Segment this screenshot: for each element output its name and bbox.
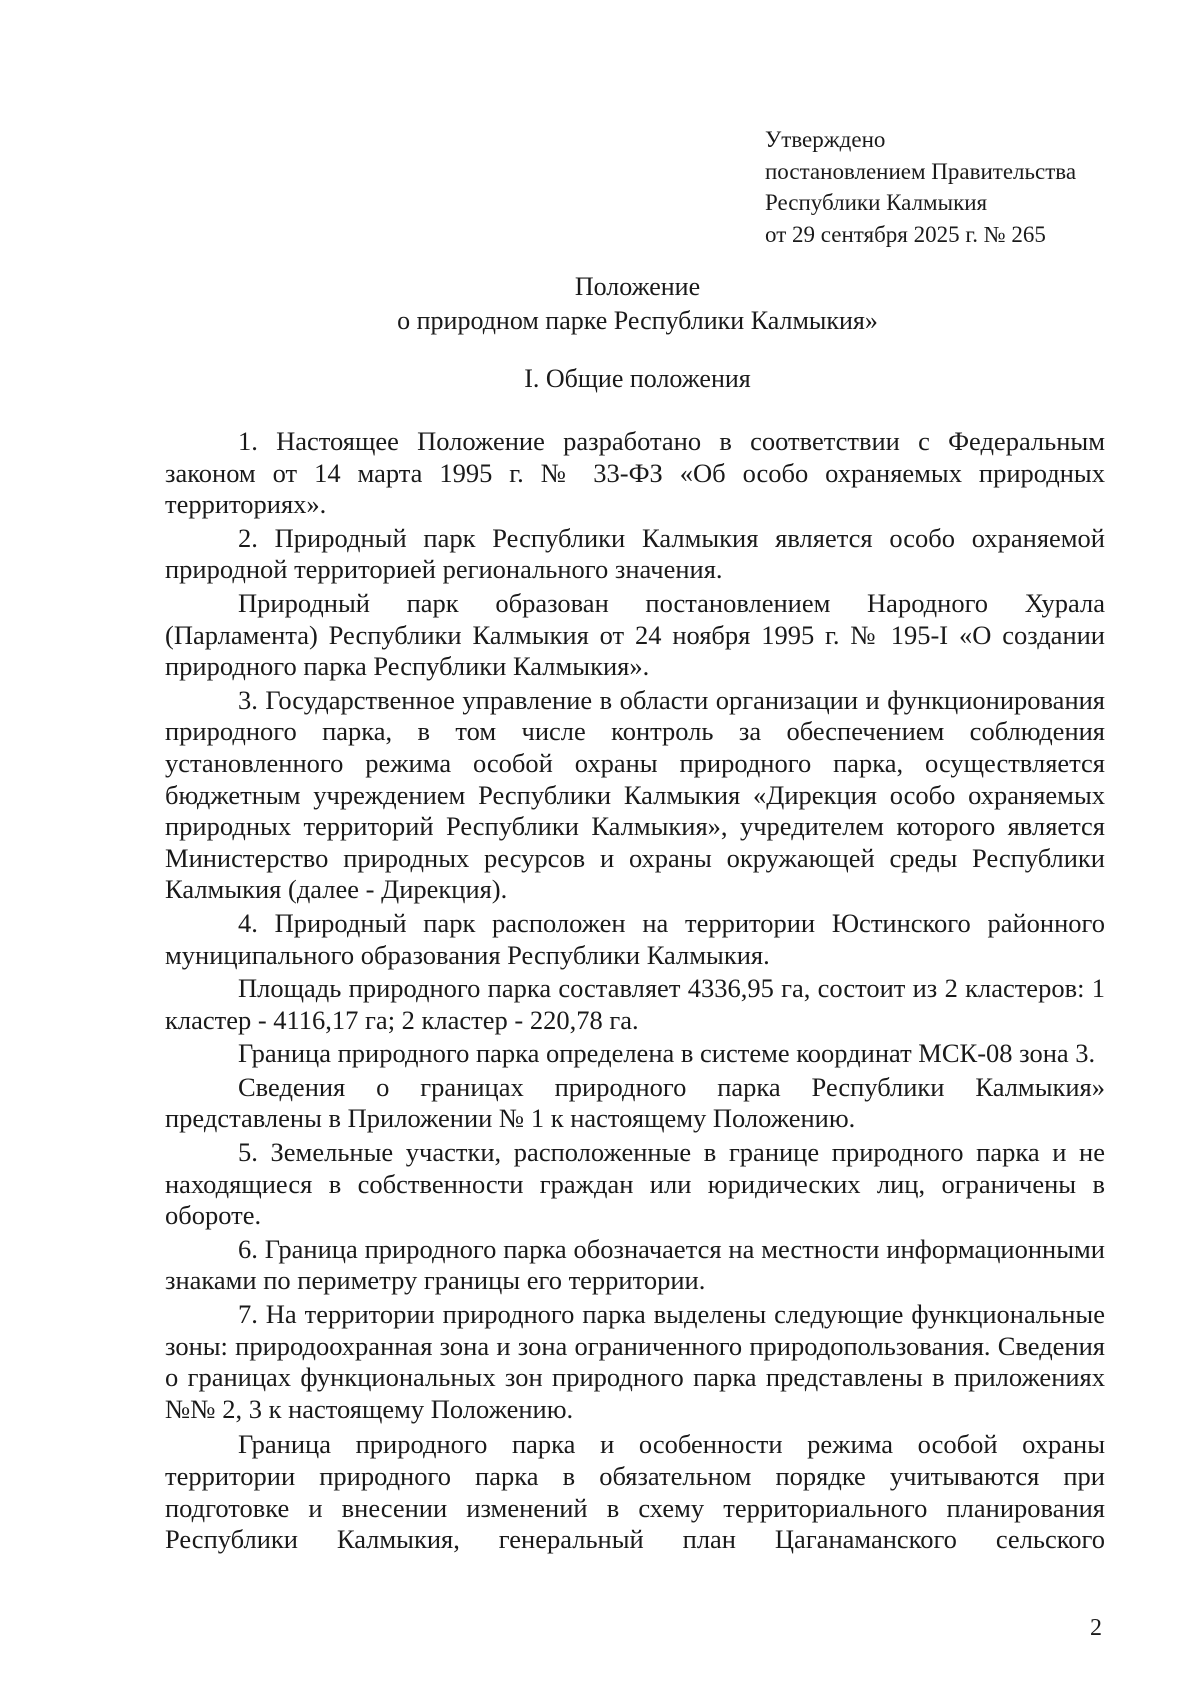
- paragraph-1: 1. Настоящее Положение разработано в соответствии с Федеральным законом от 14 марта 1995 г. № 33-ФЗ «Об особо охраняемых природных территориях».: [165, 426, 1105, 520]
- document-title: [0, 270, 1200, 338]
- paragraph-6: 6. Граница природного парка обозначается на местности информационными знаками по периметру границы его территории.: [165, 1233, 1105, 1296]
- paragraph-4-coordinates: Граница природного парка определена в системе координат МСК-08 зона 3.: [238, 1038, 1096, 1069]
- paragraph-2-founding: Природный парк образован постановлением Народного Хурала (Парламента) Республики Калмыкия от 24 ноября 1995 г. № 195-I «О создании природного парка Республики Калмыкия».: [165, 587, 1105, 682]
- section-heading: I. Общие положения: [524, 364, 751, 393]
- approval-line-2: постановлением Правительства: [765, 158, 1077, 184]
- approval-line-1: Утверждено: [765, 127, 886, 152]
- paragraph-7-planning: Граница природного парка и особенности режима особой охраны территории природного парка в обязательном порядке учитываются при подготовке и внесении изменений в схему территориального планирования Республики Калмыкия, генеральный план Цаганаманского сельского: [165, 1429, 1105, 1555]
- paragraph-4-boundaries: Сведения о границах природного парка Республики Калмыкия» представлены в Приложении № 1 к настоящему Положению.: [165, 1071, 1105, 1134]
- paragraph-7: 7. На территории природного парка выделены следующие функциональные зоны: природоохранная зона и зона ограниченного природопользования. Сведения о границах функциональных зон природного парка представлены в приложениях №№ 2, 3 к настоящему Положению.: [165, 1299, 1105, 1424]
- approval-line-4: от 29 сентября 2025 г. № 265: [765, 221, 1046, 247]
- paragraph-4-area: Площадь природного парка составляет 4336,95 га, состоит из 2 кластеров: 1 кластер - 4116,17 га; 2 кластер - 220,78 га.: [165, 973, 1105, 1035]
- approval-stamp: [765, 124, 1076, 250]
- paragraph-3: 3. Государственное управление в области организации и функционирования природного парка, в том числе контроль за обеспечением соблюдения установленного режима особой охраны природного парка, осуществляется бюджетным учреждением Республики Калмыкия «Дирекция особо охраняемых природных территорий Республики Калмыкия», учредителем которого является Министерство природных ресурсов и охраны окружающей среды Республики Калмыкия (далее - Дирекция).: [165, 684, 1105, 905]
- paragraph-4: 4. Природный парк расположен на территории Юстинского районного муниципального образования Республики Калмыкия.: [165, 907, 1105, 970]
- page-number: 2: [1090, 1615, 1102, 1641]
- document-title-line-1: Положение: [574, 272, 701, 301]
- paragraph-2: 2. Природный парк Республики Калмыкия является особо охраняемой природной территорией регионального значения.: [165, 522, 1105, 585]
- approval-line-3: Республики Калмыкия: [765, 190, 988, 215]
- paragraph-5: 5. Земельные участки, расположенные в границе природного парка и не находящиеся в собственности граждан или юридических лиц, ограничены в обороте.: [165, 1137, 1105, 1231]
- document-body: [165, 426, 1105, 1556]
- document-title-line-2: о природном парке Республики Калмыкия»: [397, 306, 878, 335]
